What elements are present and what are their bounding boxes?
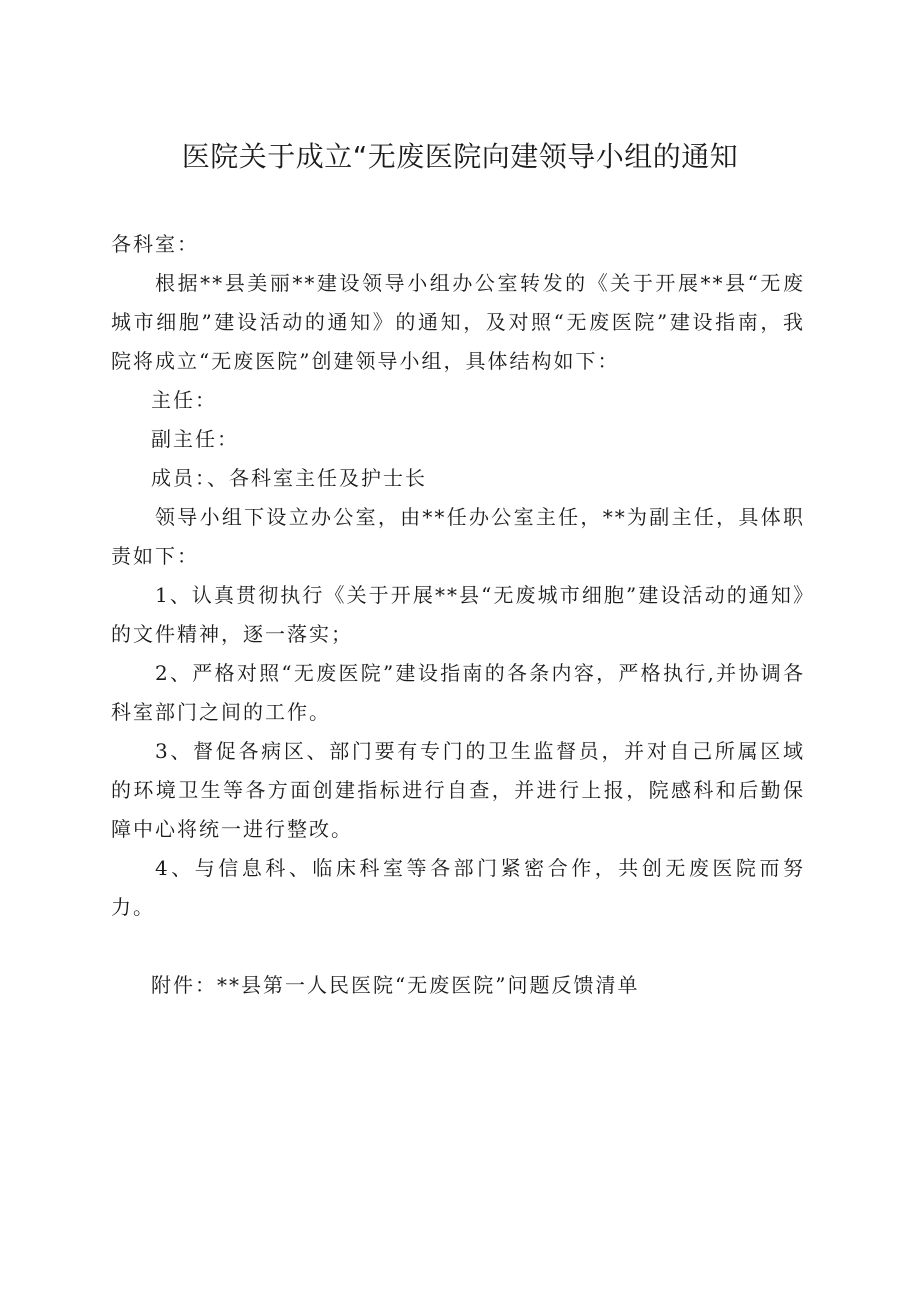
members-line: 成员：、各科室主任及护士长 xyxy=(151,466,427,490)
document-title: 医院关于成立“无废医院向建领导小组的通知 xyxy=(181,140,739,173)
duty-item-1: 1、认真贯彻执行《关于开展**县“无废城市细胞”建设活动的通知》的文件精神，逐一落实； xyxy=(111,583,805,646)
deputy-director-line: 副主任： xyxy=(151,427,239,451)
director-line: 主任： xyxy=(151,388,217,412)
attachment-line: 附件：**县第一人民医院“无废医院”问题反馈清单 xyxy=(151,973,640,997)
duty-item-2: 2、严格对照“无废医院”建设指南的各条内容，严格执行,并协调各科室部门之间的工作。 xyxy=(111,661,805,724)
duty-item-4: 4、与信息科、临床科室等各部门紧密合作，共创无废医院而努力。 xyxy=(111,856,805,919)
salutation: 各科室： xyxy=(111,232,199,256)
document-body xyxy=(111,225,805,1005)
intro-paragraph: 根据**县美丽**建设领导小组办公室转发的《关于开展**县“无废城市细胞”建设活动的通知》的通知，及对照“无废医院”建设指南，我院将成立“无废医院”创建领导小组，具体结构如下： xyxy=(111,271,805,373)
duty-item-3: 3、督促各病区、部门要有专门的卫生监督员，并对自己所属区域的环境卫生等各方面创建指标进行自查，并进行上报，院感科和后勤保障中心将统一进行整改。 xyxy=(111,739,805,841)
blank-line xyxy=(111,927,805,966)
office-paragraph: 领导小组下设立办公室，由**任办公室主任，**为副主任，具体职责如下： xyxy=(111,505,805,568)
